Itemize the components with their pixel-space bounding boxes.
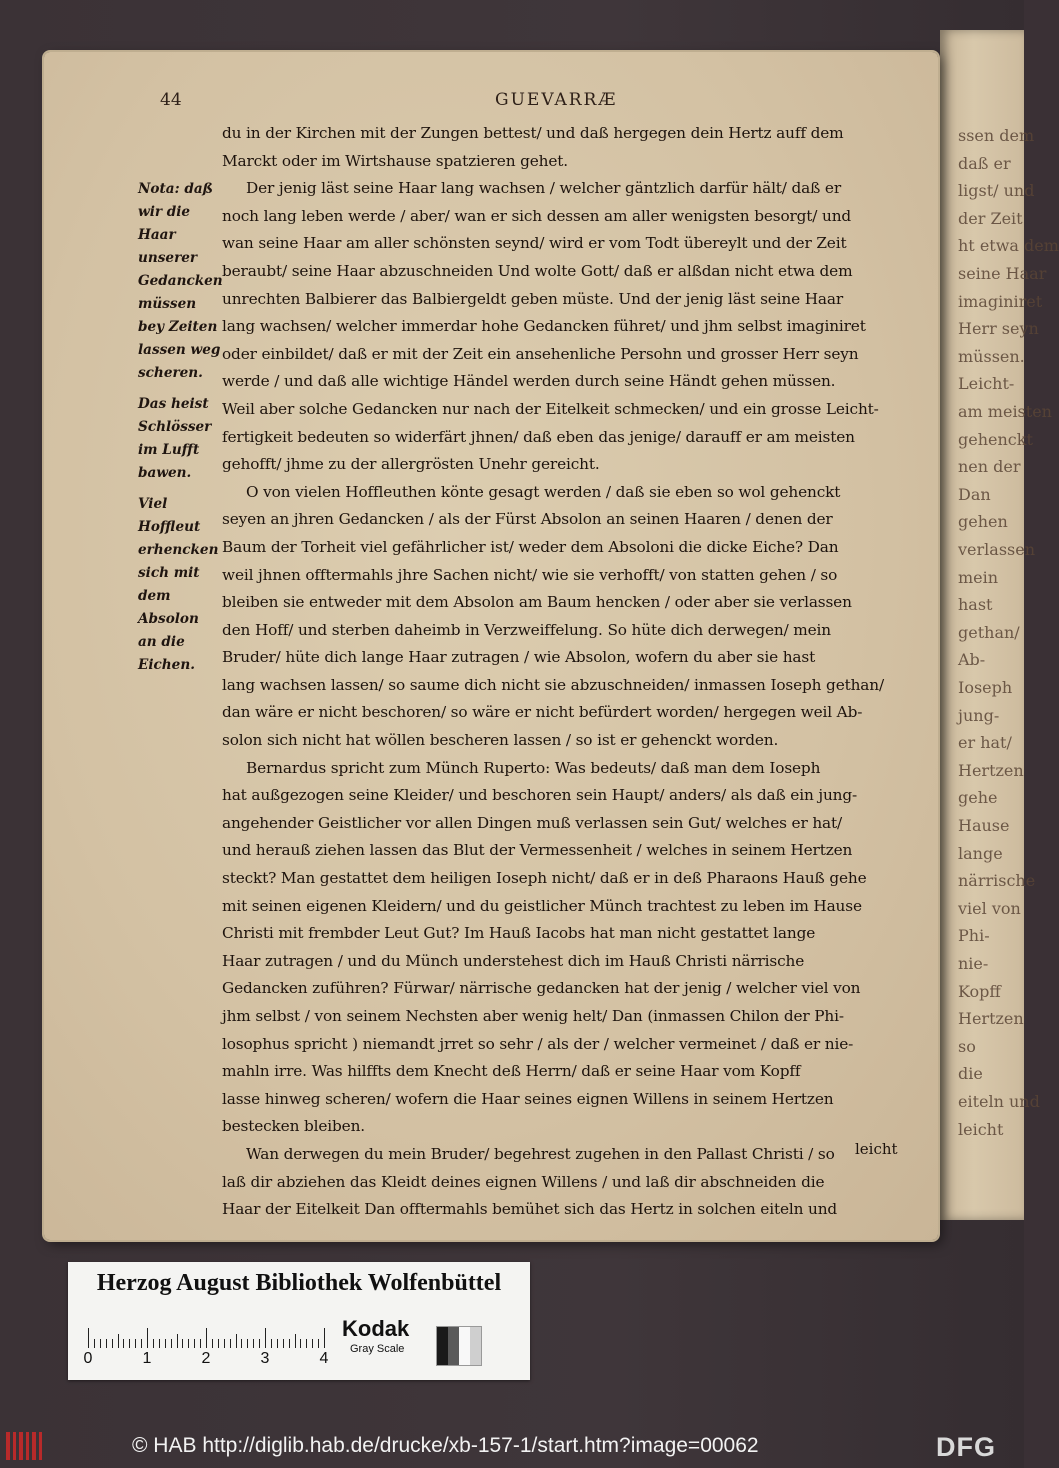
text-line: lang wachsen lassen/ so saume dich nicht sie abzuschneiden/ inmassen Ioseph gethan/ xyxy=(222,675,884,694)
facing-page-fragment: leicht xyxy=(958,1119,1004,1139)
facing-page-fragment: Hertzen xyxy=(958,1009,1024,1029)
text-line: den Hoff/ und sterben daheimb in Verzweiffelung. So hüte dich derwegen/ mein xyxy=(222,620,831,639)
facing-page-fragment: eiteln und xyxy=(958,1092,1040,1111)
text-line: weil jhnen offtermahls jhre Sachen nicht/ wie sie verhofft/ von statten gehen / so xyxy=(222,565,838,584)
facing-page-fragment: lange xyxy=(958,843,1003,863)
facing-page-fragment: am meisten xyxy=(958,402,1052,421)
facing-page-fragment: hast xyxy=(958,595,993,615)
page-header xyxy=(160,90,930,112)
body-text xyxy=(222,120,934,1224)
facing-page-fragment: müssen. xyxy=(958,346,1025,366)
marginal-notes xyxy=(138,178,222,685)
facing-page-fragment: Kopff xyxy=(958,981,1001,1001)
text-line: wan seine Haar am aller schönsten seynd/ wird er vom Todt übereylt und der Zeit xyxy=(222,234,847,253)
ruler-tick xyxy=(123,1339,124,1348)
ruler-tick xyxy=(247,1339,248,1348)
ruler-tick xyxy=(318,1339,319,1348)
target-label xyxy=(68,1262,530,1380)
ruler-tick xyxy=(218,1339,219,1348)
ruler-tick xyxy=(236,1334,237,1348)
text-line: O von vielen Hoffleuthen könte gesagt werden / daß sie eben so wol gehenckt xyxy=(246,482,841,501)
facing-page-fragment: gehenckt xyxy=(958,429,1033,449)
text-line: werde / und daß alle wichtige Händel werden durch seine Händt gehen müssen. xyxy=(222,372,836,391)
ruler-number: 3 xyxy=(260,1350,270,1367)
ruler-tick xyxy=(277,1339,278,1348)
ruler-tick xyxy=(212,1339,213,1348)
ruler-tick xyxy=(289,1339,290,1348)
marginal-note: Nota: daß wir die Haar unserer Gedancken müssen bey Zeiten lassen weg scheren. xyxy=(138,181,223,381)
facing-page-fragment: die xyxy=(958,1064,983,1084)
text-line: laß dir abziehen das Kleidt deines eignen Willens / und laß dir abschneiden die xyxy=(222,1172,825,1191)
text-line: Der jenig läst seine Haar lang wachsen / welcher gäntzlich darfür hält/ daß er xyxy=(246,179,841,198)
text-line: gehofft/ jhme zu der allergrösten Unehr gereicht. xyxy=(222,455,600,474)
ruler-tick xyxy=(165,1339,166,1348)
kodak-logo: Kodak xyxy=(342,1316,410,1341)
text-line: Haar der Eitelkeit Dan offtermahls bemühet sich das Hertz in solchen eiteln und xyxy=(222,1200,838,1219)
ruler-tick xyxy=(147,1328,148,1348)
text-line: du in der Kirchen mit der Zungen bettest/ und daß hergegen dein Hertz auff dem xyxy=(222,124,844,142)
facing-page-fragment: nen der xyxy=(958,457,1021,477)
text-line: oder einbildet/ daß er mit der Zeit ein ansehenliche Persohn und grosser Herr seyn xyxy=(222,344,859,363)
running-head: GUEVARRÆ xyxy=(495,90,618,110)
ruler-tick xyxy=(206,1328,207,1348)
hab-logo-icon xyxy=(6,1432,42,1462)
ruler-tick xyxy=(194,1339,195,1348)
facing-page-fragment: Ioseph xyxy=(958,678,1013,697)
facing-page-fragment: viel von xyxy=(958,898,1021,918)
text-line: angehender Geistlicher vor allen Dingen muß verlassen sein Gut/ welches er hat/ xyxy=(222,813,842,832)
text-line: hat außgezogen seine Kleider/ und beschoren sein Haupt/ anders/ als daß ein jung- xyxy=(222,786,858,805)
text-line: Christi mit frembder Leut Gut? Im Hauß Iacobs hat man nicht gestattet lange xyxy=(222,924,816,943)
ruler-tick xyxy=(271,1339,272,1348)
ruler-tick xyxy=(118,1334,119,1348)
ruler-tick xyxy=(295,1334,296,1348)
ruler-tick xyxy=(159,1339,160,1348)
ruler-tick xyxy=(312,1339,313,1348)
facing-page-fragment: nie- xyxy=(958,954,989,973)
ruler-number: 4 xyxy=(319,1350,329,1367)
facing-page-fragment: Phi- xyxy=(958,926,990,946)
facing-page-fragment: imaginiret xyxy=(958,291,1043,311)
text-line: mahln irre. Was hilffts dem Knecht deß Herrn/ daß er seine Haar vom Kopff xyxy=(222,1062,801,1081)
text-line: steckt? Man gestattet dem heiligen Ioseph nicht/ daß er in deß Pharaons Hauß gehe xyxy=(222,869,867,888)
ruler-tick xyxy=(171,1339,172,1348)
footer-credit-link[interactable]: © HAB http://diglib.hab.de/drucke/xb-157-1/start.htm?image=00062 xyxy=(132,1434,759,1457)
text-line: Weil aber solche Gedancken nur nach der Eitelkeit schmecken/ und ein grosse Leicht- xyxy=(222,399,879,418)
text-line: lang wachsen/ welcher immerdar hohe Gedancken führet/ und jhm selbst imaginiret xyxy=(222,317,866,336)
ruler-tick xyxy=(306,1339,307,1348)
ruler-tick xyxy=(88,1328,89,1348)
text-line: Bruder/ hüte dich lange Haar zutragen / wie Absolon, wofern du aber sie hast xyxy=(222,648,816,667)
ruler-tick xyxy=(300,1339,301,1348)
text-line: unrechten Balbierer das Balbiergeldt geben müste. Und der jenig läst seine Haar xyxy=(222,289,844,308)
facing-page-fragment: närrische xyxy=(958,871,1036,891)
facing-page-fragment: so xyxy=(958,1036,976,1056)
ruler-tick xyxy=(253,1339,254,1348)
ruler-tick xyxy=(241,1339,242,1348)
footer-bar xyxy=(0,1424,1024,1468)
marginal-note: Das heist Schlösser im Lufft bawen. xyxy=(138,396,212,481)
text-line: Gedancken zuführen? Fürwar/ närrische gedancken hat der jenig / welcher viel von xyxy=(222,979,861,998)
text-line: Bernardus spricht zum Münch Ruperto: Was bedeuts/ daß man dem Ioseph xyxy=(246,758,821,777)
facing-page-fragment: ssen dem xyxy=(958,126,1035,145)
ruler-tick xyxy=(100,1339,101,1348)
facing-page-fragment: er hat/ xyxy=(958,733,1012,753)
facing-page-fragment: Leicht- xyxy=(958,374,1015,394)
ruler-tick xyxy=(188,1339,189,1348)
ruler-tick xyxy=(153,1339,154,1348)
catchword: leicht xyxy=(855,1140,898,1158)
facing-page-fragment: ht etwa dem xyxy=(958,236,1059,256)
facing-page-fragment: gethan/ xyxy=(958,622,1020,642)
ruler-tick xyxy=(94,1339,95,1348)
ruler-tick xyxy=(106,1339,107,1348)
text-line: Wan derwegen du mein Bruder/ begehrest zugehen in den Pallast Christi / so xyxy=(246,1144,835,1163)
page-number: 44 xyxy=(160,90,182,110)
facing-page-fragment: Hause xyxy=(958,816,1010,835)
facing-page-fragment: jung- xyxy=(958,705,1000,725)
facing-page-fragment: Herr seyn xyxy=(958,319,1039,339)
facing-page-fragment: daß er xyxy=(958,153,1011,173)
gray-scale-swatch xyxy=(436,1326,482,1366)
ruler-tick xyxy=(112,1339,113,1348)
marginal-note: Viel Hoffleut erhencken sich mit dem Absolon an die Eichen. xyxy=(138,496,219,673)
facing-page-fragment: verlassen xyxy=(958,540,1036,559)
text-line: lasse hinweg scheren/ wofern die Haar seines eignen Willens in seinem Hertzen xyxy=(222,1089,834,1108)
text-line: bestecken bleiben. xyxy=(222,1117,365,1136)
dfg-logo: DFG xyxy=(936,1432,996,1462)
gray-scale-label: Gray Scale xyxy=(350,1343,405,1355)
ruler-tick xyxy=(182,1339,183,1348)
text-line: noch lang leben werde / aber/ wan er sich dessen am aller wenigsten besorgt/ und xyxy=(222,206,852,225)
ruler-tick xyxy=(324,1328,325,1348)
ruler-number: 2 xyxy=(201,1350,211,1367)
facing-page-fragment: Ab- xyxy=(958,650,986,670)
facing-page-fragment: der Zeit xyxy=(958,208,1023,228)
text-line: dan wäre er nicht beschoren/ so wäre er nicht befürdert worden/ hergegen weil Ab- xyxy=(222,703,863,722)
ruler-tick xyxy=(135,1339,136,1348)
facing-page-fragment: gehen xyxy=(958,512,1008,532)
facing-page-fragment: seine Haar xyxy=(958,264,1047,283)
text-line: seyen an jhren Gedancken / als der Fürst Absolon an seinen Haaren / denen der xyxy=(222,510,833,529)
text-line: Marckt oder im Wirtshause spatzieren gehet. xyxy=(222,151,568,170)
library-name: Herzog August Bibliothek Wolfenbüttel xyxy=(96,1270,502,1296)
text-line: mit seinen eigenen Kleidern/ und du geistlicher Münch trachtest zu leben im Hause xyxy=(222,896,862,915)
facing-page-fragment: Hertzen xyxy=(958,760,1024,780)
facing-page-fragment: Dan xyxy=(958,484,991,504)
text-line: jhm selbst / von seinem Nechsten aber wenig helt/ Dan (inmassen Chilon der Phi- xyxy=(222,1007,844,1025)
text-line: Baum der Torheit viel gefährlicher ist/ weder dem Absoloni die dicke Eiche? Dan xyxy=(222,537,839,556)
ruler-tick xyxy=(283,1339,284,1348)
ruler-number: 0 xyxy=(83,1350,93,1367)
ruler-number: 1 xyxy=(142,1350,152,1367)
ruler-tick xyxy=(200,1339,201,1348)
ruler-tick xyxy=(177,1334,178,1348)
ruler-tick xyxy=(129,1339,130,1348)
text-line: losophus spricht ) niemandt jrret so sehr / als der / welcher vermeinet / daß er nie- xyxy=(222,1034,854,1053)
ruler-tick xyxy=(141,1339,142,1348)
text-line: und herauß ziehen lassen das Blut der Vermessenheit / welches in seinem Hertzen xyxy=(222,841,853,860)
text-line: bleiben sie entweder mit dem Absolon am Baum hencken / oder aber sie verlassen xyxy=(222,593,852,612)
ruler-tick xyxy=(265,1328,266,1348)
ruler-tick xyxy=(224,1339,225,1348)
facing-page-fragment: mein xyxy=(958,567,999,587)
facing-page-fragment: ligst/ und xyxy=(958,181,1035,201)
facing-page-fragment: gehe xyxy=(958,788,998,808)
text-line: solon sich nicht hat wöllen bescheren lassen / so ist er gehenckt worden. xyxy=(222,731,779,750)
ruler-tick xyxy=(259,1339,260,1348)
facing-page-edge xyxy=(940,30,1059,1220)
text-line: Haar zutragen / und du Münch understehest dich im Hauß Christi närrische xyxy=(222,951,805,970)
ruler-tick xyxy=(230,1339,231,1348)
text-line: beraubt/ seine Haar abzuschneiden Und wolte Gott/ daß er alßdan nicht etwa dem xyxy=(222,261,853,280)
text-line: fertigkeit bedeuten so widerfärt jhnen/ daß eben das jenige/ darauff er am meisten xyxy=(222,427,855,446)
